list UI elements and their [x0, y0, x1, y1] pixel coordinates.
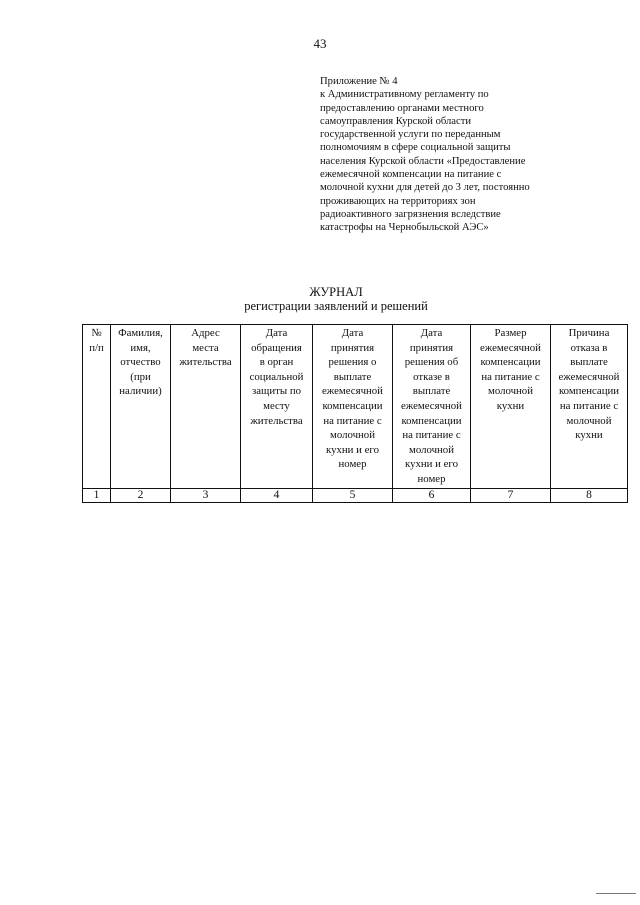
- column-header-line: выплате: [333, 370, 372, 383]
- column-header-line: отчество: [120, 356, 161, 369]
- column-header-line: принятия: [409, 341, 454, 354]
- scan-mark: [596, 893, 636, 894]
- column-header-line: молочной: [330, 429, 375, 442]
- column-number: 7: [471, 488, 551, 502]
- column-header-line: №: [91, 327, 102, 339]
- journal-subtitle: регистрации заявлений и решений: [244, 299, 428, 313]
- column-header-line: ежемесячной: [558, 370, 620, 383]
- page-number: 43: [313, 36, 327, 51]
- column-header: [551, 325, 628, 489]
- column-header: [111, 325, 171, 489]
- column-header-line: на питание с: [481, 370, 540, 383]
- appendix-line: радиоактивного загрязнения вследствие: [320, 208, 501, 220]
- column-header-line: кухни и его: [326, 443, 379, 456]
- column-header-line: кухни: [575, 429, 603, 442]
- appendix-line: Приложение № 4: [320, 76, 398, 87]
- column-header-line: на питание с: [559, 399, 619, 412]
- column-header-line: на питание с: [323, 414, 382, 427]
- column-header-line: ежемесячной: [322, 385, 383, 398]
- column-header-line: ежемесячной: [480, 341, 541, 354]
- column-header-line: решения о: [328, 356, 377, 369]
- column-header-line: отказа в: [570, 341, 608, 354]
- journal-title: ЖУРНАЛ: [309, 285, 363, 299]
- appendix-line: населения Курской области «Предоставление: [320, 155, 526, 167]
- column-header-line: ежемесячной: [401, 399, 462, 412]
- appendix-line: предоставлению органами местного: [320, 102, 484, 114]
- column-header-line: компенсации: [322, 399, 383, 412]
- column-header-line: Дата: [265, 327, 288, 339]
- column-header-line: п/п: [89, 341, 104, 354]
- column-header-line: Размер: [494, 327, 527, 339]
- column-number-row: [83, 488, 628, 502]
- column-header-line: жительства: [250, 414, 303, 427]
- journal-table: [82, 324, 628, 503]
- column-header: [83, 325, 111, 489]
- appendix-line: проживающих на территориях зон: [320, 195, 476, 207]
- header-row: [83, 325, 628, 489]
- column-header-line: защиты по: [252, 385, 301, 398]
- column-number: 1: [83, 488, 111, 502]
- column-header-line: жительства: [179, 356, 232, 369]
- column-header-line: наличии): [119, 385, 162, 398]
- column-header: [171, 325, 241, 489]
- appendix-line: к Административному регламенту по: [320, 89, 489, 101]
- column-header-line: молочной: [566, 414, 612, 427]
- column-header-line: выплате: [570, 356, 608, 369]
- column-header-line: социальной: [249, 370, 304, 383]
- column-header-line: на питание с: [402, 429, 461, 442]
- column-header-line: места: [192, 341, 219, 354]
- column-number: 4: [241, 488, 313, 502]
- column-header-line: принятия: [330, 341, 375, 354]
- column-header-line: кухни и его: [405, 458, 458, 471]
- column-header-line: обращения: [251, 341, 302, 354]
- column-header-line: имя,: [130, 341, 151, 354]
- column-number: 6: [393, 488, 471, 502]
- column-header-line: Фамилия,: [118, 327, 163, 339]
- appendix-line: ежемесячной компенсации на питание с: [320, 169, 502, 181]
- appendix-note: [320, 75, 580, 235]
- column-header-line: компенсации: [480, 356, 541, 369]
- appendix-line: молочной кухни для детей до 3 лет, постоянно: [320, 182, 530, 194]
- column-header-line: (при: [130, 370, 151, 383]
- column-number: 8: [551, 488, 628, 502]
- column-header-line: компенсации: [558, 385, 620, 398]
- column-header-line: молочной: [409, 443, 454, 456]
- column-number: 3: [171, 488, 241, 502]
- column-header-line: Дата: [341, 327, 364, 339]
- column-header-line: Дата: [420, 327, 443, 339]
- column-header-line: решения об: [404, 356, 459, 369]
- column-header-line: кухни: [496, 399, 525, 412]
- column-number: 5: [313, 488, 393, 502]
- appendix-line: государственной услуги по переданным: [320, 129, 501, 141]
- column-header: [241, 325, 313, 489]
- column-header-line: в орган: [259, 356, 294, 369]
- column-header-line: Адрес: [191, 327, 220, 339]
- appendix-line: катастрофы на Чернобыльской АЭС»: [320, 222, 489, 234]
- column-header: [471, 325, 551, 489]
- column-header-line: Причина: [568, 327, 610, 339]
- column-header-line: номер: [417, 472, 446, 485]
- appendix-line: самоуправления Курской области: [320, 115, 472, 127]
- column-header-line: выплате: [412, 385, 451, 398]
- column-header: [393, 325, 471, 489]
- column-header-line: месту: [263, 399, 290, 412]
- column-header-line: номер: [338, 458, 367, 471]
- appendix-line: полномочиям в сфере социальной защиты: [320, 142, 511, 154]
- column-header-line: молочной: [488, 385, 533, 398]
- column-header-line: отказе в: [413, 370, 450, 383]
- column-header-line: компенсации: [401, 414, 462, 427]
- column-number: 2: [111, 488, 171, 502]
- column-header: [313, 325, 393, 489]
